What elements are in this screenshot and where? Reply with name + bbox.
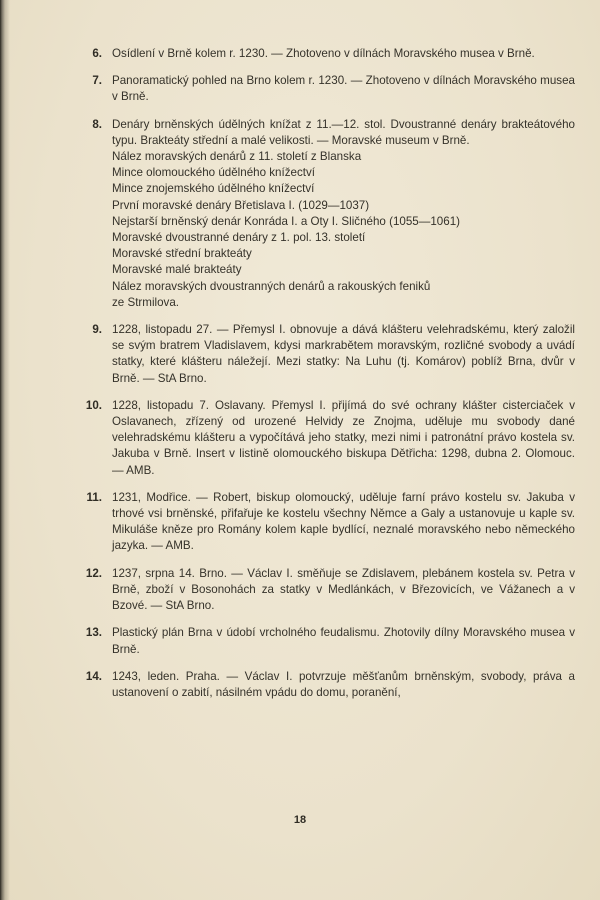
entry-text: 1237, srpna 14. Brno. — Václav I. směňuje se Zdislavem, plebánem kostela sv. Petra v Brně, zboží v Bosonohách za statky v Medlánkách, v Březovicích, ve Vážanech a v Bzové. — StA Brno. bbox=[112, 566, 575, 613]
list-item bbox=[68, 669, 575, 701]
entry-number: 10. bbox=[85, 398, 102, 412]
entry-body bbox=[112, 46, 575, 62]
list-item bbox=[68, 117, 575, 311]
entry-body bbox=[112, 566, 575, 615]
entry-subline: Moravské malé brakteáty bbox=[112, 263, 242, 277]
list-item bbox=[68, 490, 575, 555]
entry-text: Panoramatický pohled na Brno kolem r. 1230. — Zhotoveno v dílnách Moravského musea v Brně. bbox=[112, 74, 575, 104]
entry-subline: Mince olomouckého údělného knížectví bbox=[112, 166, 316, 180]
entry-text: 1231, Modřice. — Robert, biskup olomoucký, uděluje farní právo kostelu sv. Jakuba v trhové vsi brněnské, přifařuje ke kostelu všechny Němce a Galy a ustanovuje u kaple sv. Mikuláše kněze pro Romány kolem kaple bydlící, neznalé moravského nebo německého jazyka. — AMB. bbox=[112, 490, 575, 553]
entry-number: 14. bbox=[85, 669, 102, 683]
entry-body bbox=[112, 625, 575, 657]
entry-text: 1228, listopadu 27. — Přemysl I. obnovuje a dává klášteru velehradskému, který založil se svým bratrem Vladislavem, kdysi markrabětem moravským, rozličné svobody a uvádí statky, které klášteru náležejí. Mezi statky: Na Luhu (tj. Komárov) poblíž Brna, dvůr v Brně. — StA Brno. bbox=[112, 323, 575, 385]
entry-subline: Moravské střední brakteáty bbox=[112, 247, 252, 261]
entry-number: 8. bbox=[92, 117, 102, 131]
entry-body bbox=[112, 117, 575, 311]
entry-body bbox=[112, 398, 575, 479]
entry-number: 11. bbox=[86, 490, 102, 504]
entry-number: 7. bbox=[92, 74, 102, 88]
entry-subline: Moravské dvoustranné denáry z 1. pol. 13. století bbox=[112, 231, 366, 245]
entry-text: Denáry brněnských údělných knížat z 11.—12. stol. Dvoustranné denáry brakteátového typu. Brakteáty střední a malé velikosti. — Moravské museum v Brně. bbox=[112, 117, 575, 147]
entry-subline: Nález moravských denárů z 11. století z Blanska bbox=[112, 150, 362, 164]
entry-number: 13. bbox=[85, 626, 102, 640]
list-item bbox=[68, 46, 575, 62]
entry-text: 1228, listopadu 7. Oslavany. Přemysl I. přijímá do své ochrany klášter cisterciaček v Oslavanech, zřízený od urozené Helvidy ze Znojma, uděluje mu svobody dané velehradskému klášteru a vypočítává jeho statky, mezi nimi i patronátní právo kostela sv. Jakuba v Brně. Insert v listině olomouckého biskupa Dětřicha: 1298, dubna 2. Olomouc. — AMB. bbox=[112, 398, 575, 477]
entry-subline: Mince znojemského údělného knížectví bbox=[112, 182, 315, 196]
entry-text: Plastický plán Brna v údobí vrcholného feudalismu. Zhotovily dílny Moravského musea v Brně. bbox=[112, 626, 575, 656]
entry-subline: První moravské denáry Břetislava I. (1029—1037) bbox=[112, 198, 370, 212]
page-edge-shadow bbox=[0, 0, 10, 900]
entry-subline: Nejstarší brněnský denár Konráda I. a Oty I. Sličného (1055—1061) bbox=[112, 214, 460, 228]
entry-subline: Nález moravských dvoustranných denárů a rakouských feniků bbox=[112, 279, 431, 293]
entry-subline: ze Strmilova. bbox=[112, 295, 180, 309]
list-item bbox=[68, 625, 575, 657]
list-item bbox=[68, 398, 575, 479]
entry-number: 6. bbox=[92, 47, 102, 60]
entry-list bbox=[68, 46, 575, 712]
entry-body bbox=[112, 322, 575, 387]
entry-text: Osídlení v Brně kolem r. 1230. — Zhotoveno v dílnách Moravského musea v Brně. bbox=[112, 47, 535, 60]
entry-number: 9. bbox=[92, 323, 102, 337]
entry-body bbox=[112, 669, 575, 701]
entry-number: 12. bbox=[85, 566, 102, 580]
list-item bbox=[68, 322, 575, 387]
list-item bbox=[68, 566, 575, 615]
entry-text: 1243, leden. Praha. — Václav I. potvrzuje měšťanům brněnským, svobody, práva a ustanovení o zabití, násilném vpádu do domu, poranění, bbox=[112, 669, 575, 699]
entry-body bbox=[112, 490, 575, 555]
page-number: 18 bbox=[293, 814, 307, 826]
entry-body bbox=[112, 73, 575, 105]
list-item bbox=[68, 73, 575, 105]
